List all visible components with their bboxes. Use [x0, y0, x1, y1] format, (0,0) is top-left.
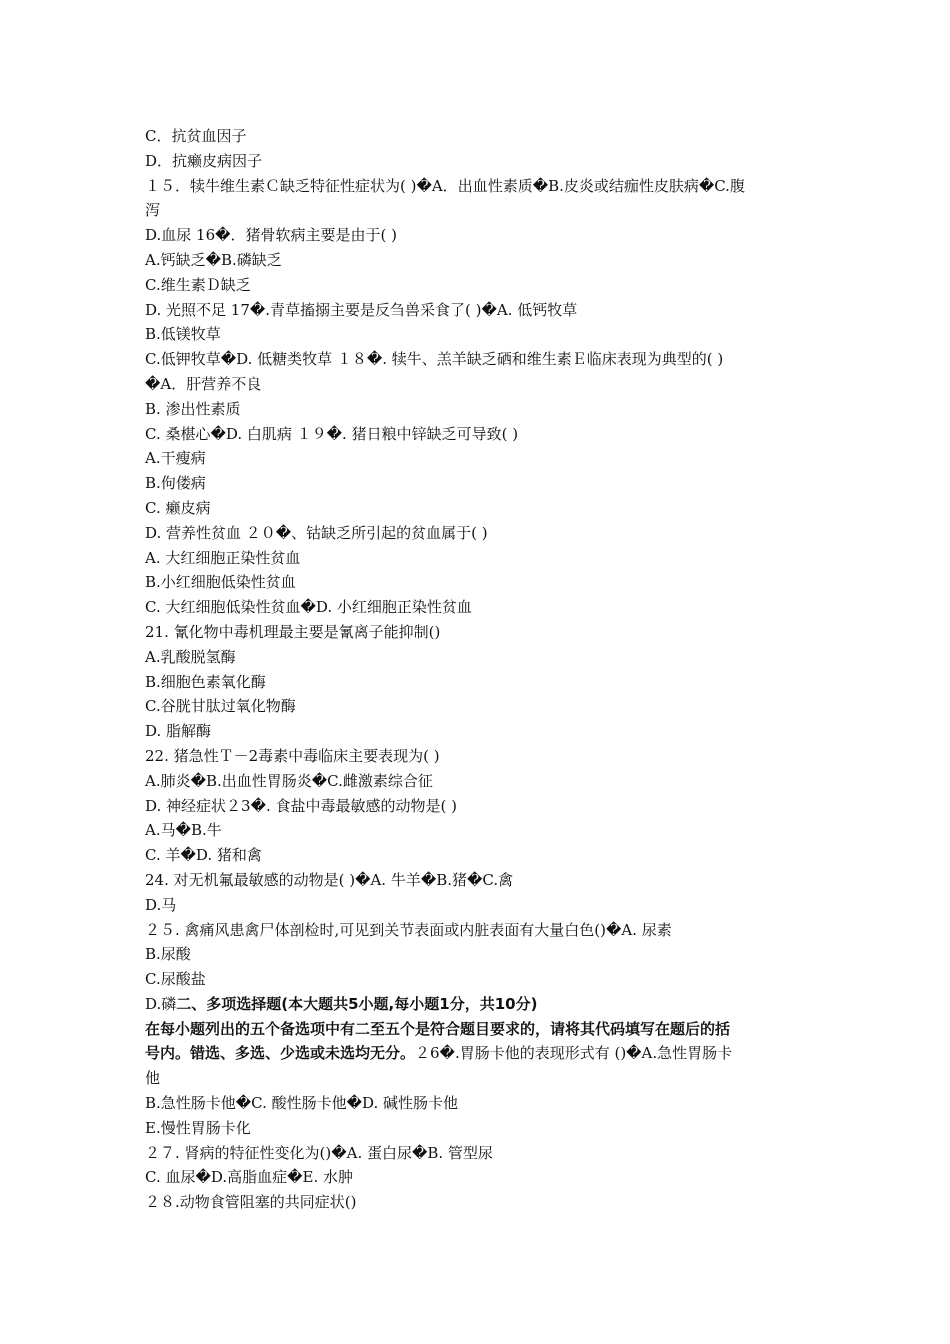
text-line: 他	[145, 1069, 161, 1088]
text-line: 泻	[145, 201, 161, 220]
text-line: A.乳酸脱氢酶	[145, 647, 236, 666]
text-line: E.慢性胃肠卡化	[145, 1118, 251, 1137]
text-line: A.马�B.牛	[145, 821, 222, 840]
text-line: C. 羊�D. 猪和禽	[145, 846, 262, 865]
text-line: D．抗癞皮病因子	[145, 151, 263, 170]
text-line: B.低镁牧草	[145, 325, 221, 344]
text-line: B.小红细胞低染性贫血	[145, 573, 296, 592]
text-line: B.细胞色素氧化酶	[145, 672, 266, 691]
answer-option-text: D.磷	[145, 994, 177, 1013]
text-line: C.低钾牧草�D. 低糖类牧草 １８�. 犊牛、羔羊缺乏硒和维生素Ｅ临床表现为典型的( )	[145, 350, 724, 369]
section-heading: 二、多项选择题(本大题共5小题,每小题1分，共10分)	[176, 994, 538, 1013]
text-line: C.谷胱甘肽过氧化物酶	[145, 697, 296, 716]
text-line: ２５. 禽痛风患禽尸体剖检时,可见到关节表面或内脏表面有大量白色()�A. 尿素	[145, 920, 672, 939]
text-line: A.干瘦病	[145, 449, 206, 468]
text-line: D. 营养性贫血 ２０�、钴缺乏所引起的贫血属于( )	[145, 523, 488, 542]
text-line: 22. 猪急性Ｔ－2毒素中毒临床主要表现为( )	[145, 746, 440, 765]
text-line: B.尿酸	[145, 945, 191, 964]
text-line: D. 神经症状２3�. 食盐中毒最敏感的动物是( )	[145, 796, 457, 815]
text-line: B.佝偻病	[145, 474, 206, 493]
text-line: C. 癞皮病	[145, 498, 211, 517]
text-line: C. 大红细胞低染性贫血�D. 小红细胞正染性贫血	[145, 598, 472, 617]
instruction-line-with-question	[145, 1041, 815, 1066]
text-line: C．抗贫血因子	[145, 127, 247, 145]
question-text: ２6�.胃肠卡他的表现形式有 ()�A.急性胃肠卡	[415, 1044, 733, 1063]
document-body	[145, 124, 815, 1215]
text-line: 24. 对无机氟最敏感的动物是( )�A. 牛羊�B.猪�C.禽	[145, 870, 514, 889]
text-line: C.维生素Ｄ缺乏	[145, 275, 251, 294]
text-line: C.尿酸盐	[145, 970, 206, 989]
text-line: C. 桑椹心�D. 白肌病 １９�. 猪日粮中锌缺乏可导致( )	[145, 424, 519, 443]
section-heading-line	[145, 992, 815, 1017]
text-line: D. 光照不足 17�.青草搐搦主要是反刍兽采食了( )�A. 低钙牧草	[145, 300, 578, 319]
instruction-text: 号内。错选、多选、少选或未选均无分。	[145, 1044, 416, 1063]
text-line: C. 血尿�D.高脂血症�E. 水肿	[145, 1168, 353, 1187]
text-line: B. 渗出性素质	[145, 399, 241, 418]
text-line: D.血尿 16�．猪骨软病主要是由于( )	[145, 226, 397, 245]
text-line: A.钙缺乏�B.磷缺乏	[145, 250, 282, 269]
text-line: ２７. 肾病的特征性变化为()�A. 蛋白尿�B. 管型尿	[145, 1143, 493, 1162]
text-line: 21. 氰化物中毒机理最主要是氰离子能抑制()	[145, 622, 441, 641]
text-line: A.肺炎�B.出血性胃肠炎�C.雌激素综合征	[145, 771, 433, 790]
text-line: D.马	[145, 895, 177, 914]
text-line: �A．肝营养不良	[145, 374, 262, 393]
text-line: A. 大红细胞正染性贫血	[145, 548, 301, 567]
instruction-line: 在每小题列出的五个备选项中有二至五个是符合题目要求的，请将其代码填写在题后的括	[145, 1019, 731, 1038]
text-line: １５．犊牛维生素Ｃ缺乏特征性症状为( )�A．出血性素质�B.皮炎或结痂性皮肤病�C.腹	[145, 176, 745, 195]
text-line: D. 脂解酶	[145, 722, 212, 741]
text-line: B.急性肠卡他�C. 酸性肠卡他�D. 碱性肠卡他	[145, 1094, 459, 1113]
text-line: ２８.动物食管阻塞的共同症状()	[145, 1193, 357, 1212]
